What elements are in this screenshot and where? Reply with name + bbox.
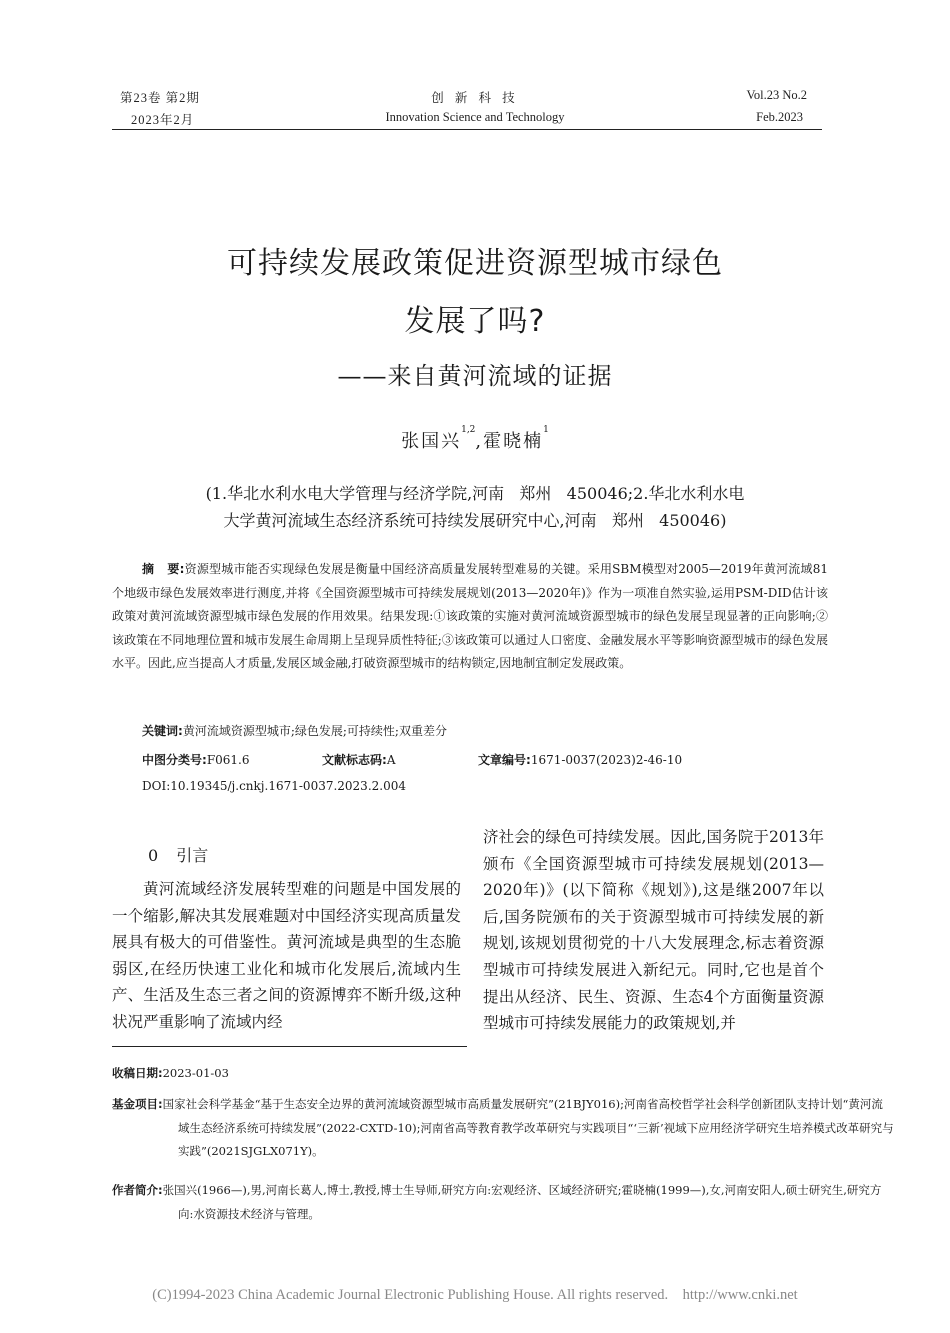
journal-name-cn: 创 新 科 技 bbox=[431, 91, 519, 105]
header-rule bbox=[112, 129, 822, 130]
footnote-rule bbox=[112, 1046, 467, 1047]
bio-label: 作者简介: bbox=[112, 1183, 163, 1197]
keywords-label: 关键词: bbox=[142, 724, 183, 738]
received-value: 2023-01-03 bbox=[162, 1066, 229, 1080]
keywords bbox=[142, 722, 447, 739]
article-number-value: 1671-0037(2023)2-46-10 bbox=[530, 753, 683, 767]
document-code bbox=[322, 751, 395, 768]
journal-name-en: Innovation Science and Technology bbox=[385, 110, 565, 124]
received-date bbox=[112, 1062, 828, 1086]
doc-code-label: 文献标志码: bbox=[322, 753, 387, 767]
keywords-text: 黄河流域资源型城市;绿色发展;可持续性;双重差分 bbox=[182, 724, 447, 738]
journal-volume-en: Vol.23 No.2 bbox=[746, 88, 807, 102]
article-number-label: 文章编号: bbox=[478, 753, 531, 767]
section-number: 0 bbox=[148, 846, 159, 865]
author-sep: , bbox=[475, 431, 484, 452]
section-title: 引言 bbox=[176, 846, 209, 865]
article-number bbox=[478, 751, 682, 768]
clc-value: F061.6 bbox=[206, 753, 250, 767]
affiliation-line-2: 大学黄河流域生态经济系统可持续发展研究中心,河南 郑州 450046) bbox=[223, 511, 727, 530]
fund-label: 基金项目: bbox=[112, 1097, 163, 1111]
author-2-sup: 1 bbox=[543, 425, 549, 435]
journal-volume-cn: 第23卷 第2期 bbox=[120, 91, 200, 105]
left-column bbox=[112, 876, 461, 1036]
author-1-sup: 1,2 bbox=[461, 425, 476, 435]
intro-paragraph-left: 黄河流域经济发展转型难的问题是中国发展的一个缩影,解决其发展难题对中国经济实现高质量发展具有极大的可借鉴性。黄河流域是典型的生态脆弱区,在经历快速工业化和城市化发展后,流域内生产、生活及生态三者之间的资源博弈不断升级,这种状况严重影响了流域内经 bbox=[112, 880, 461, 1031]
intro-paragraph-right: 济社会的绿色可持续发展。因此,国务院于2013年颁布《全国资源型城市可持续发展规划(2013—2020年)》(以下简称《规划》),这是继2007年以后,国务院颁布的关于资源型城市可持续发展的新规划,该规划贯彻党的十八大发展理念,标志着资源型城市可持续发展进入新纪元。同时,它也是首个提出从经济、民生、资源、生态4个方面衡量资源型城市可持续发展能力的政策规划,并 bbox=[483, 828, 824, 1033]
clc-label: 中图分类号: bbox=[142, 753, 207, 767]
doi[interactable]: DOI:10.19345/j.cnkj.1671-0037.2023.2.004 bbox=[142, 779, 406, 793]
journal-date-en: Feb.2023 bbox=[756, 110, 803, 124]
author-bio bbox=[112, 1179, 894, 1226]
abstract bbox=[112, 558, 828, 676]
fund-project bbox=[112, 1093, 894, 1164]
clc-number bbox=[142, 751, 250, 768]
title-line-1: 可持续发展政策促进资源型城市绿色 bbox=[227, 246, 723, 281]
section-heading bbox=[148, 843, 208, 866]
received-label: 收稿日期: bbox=[112, 1066, 163, 1080]
author-1: 张国兴 bbox=[401, 431, 462, 452]
author-2: 霍晓楠 bbox=[483, 431, 544, 452]
doc-code-value: A bbox=[386, 753, 396, 767]
abstract-text: 资源型城市能否实现绿色发展是衡量中国经济高质量发展转型难易的关键。采用SBM模型对2005—2019年黄河流域81个地级市绿色发展效率进行测度,并将《全国资源型城市可持续发展规划(2013—2020年)》作为一项准自然实验,运用PSM-DID估计该政策对黄河流域资源型城市绿色发展的作用效果。结果发现:①该政策的实施对黄河流域资源型城市的绿色发展呈现显著的正向影响;②该政策在不同地理位置和城市发展生命周期上呈现异质性特征;③该政策可以通过人口密度、金融发展水平等影响资源型城市的绿色发展水平。因此,应当提高人才质量,发展区域金融,打破资源型城市的结构锁定,因地制宜制定发展政策。 bbox=[112, 562, 828, 670]
right-column bbox=[483, 824, 824, 1037]
copyright-notice: (C)1994-2023 China Academic Journal Electronic Publishing House. All rights reserved. http://www.cnki.net bbox=[152, 1287, 798, 1303]
abstract-label: 摘 要: bbox=[142, 562, 185, 576]
fund-value: 国家社会科学基金“基于生态安全边界的黄河流域资源型城市高质量发展研究”(21BJY016);河南省高校哲学社会科学创新团队支持计划“黄河流域生态经济系统可持续发展”(2022-CXTD-10);河南省高等教育教学改革研究与实践项目“‘三新’视域下应用经济学研究生培养模式改革研究与实践”(2021SJGLX071Y)。 bbox=[162, 1097, 894, 1159]
bio-value: 张国兴(1966—),男,河南长葛人,博士,教授,博士生导师,研究方向:宏观经济、区域经济研究;霍晓楠(1999—),女,河南安阳人,硕士研究生,研究方向:水资源技术经济与管理。 bbox=[162, 1183, 882, 1221]
journal-date-cn: 2023年2月 bbox=[131, 113, 195, 127]
subtitle: ——来自黄河流域的证据 bbox=[337, 362, 613, 390]
authors bbox=[0, 427, 950, 453]
affiliation-line-1: (1.华北水利水电大学管理与经济学院,河南 郑州 450046;2.华北水利水电 bbox=[205, 484, 745, 503]
title-line-2: 发展了吗? bbox=[404, 304, 546, 339]
